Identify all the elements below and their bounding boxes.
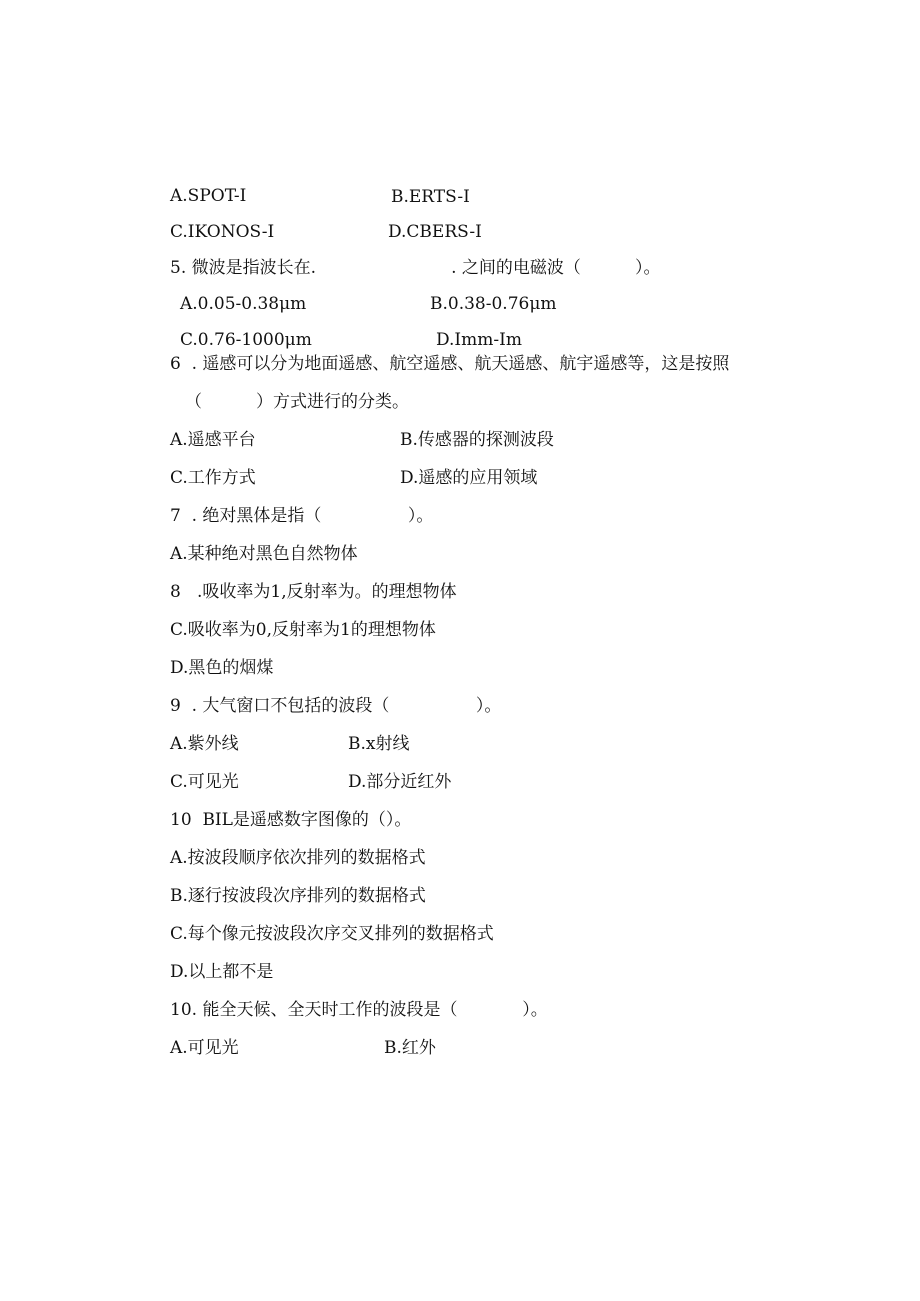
option-9c: C.可见光 bbox=[170, 772, 239, 792]
option-6a: A.遥感平台 bbox=[170, 430, 256, 450]
question-5-stem: 5. 微波是指波长在. . 之间的电磁波（ ）。 bbox=[170, 258, 661, 278]
option-7c: C.吸收率为0,反射率为1的理想物体 bbox=[170, 620, 436, 640]
option-5a: A.0.05-0.38μm bbox=[180, 294, 307, 314]
option-5b: B.0.38-0.76μm bbox=[430, 294, 557, 314]
option-7b: 8 .吸收率为1,反射率为。的理想物体 bbox=[170, 582, 457, 602]
option-5d: D.Imm-Im bbox=[436, 330, 522, 350]
option-10-bil-b: B.逐行按波段次序排列的数据格式 bbox=[170, 886, 426, 906]
option-9b: B.x射线 bbox=[348, 734, 410, 754]
option-9a: A.紫外线 bbox=[170, 734, 239, 754]
option-5c: C.0.76-1000μm bbox=[180, 330, 312, 350]
option-7a: A.某种绝对黑色自然物体 bbox=[170, 544, 358, 564]
option-6d: D.遥感的应用领域 bbox=[400, 468, 538, 488]
option-4d: D.CBERS-I bbox=[388, 222, 482, 242]
question-10-allweather-stem: 10. 能全天候、全天时工作的波段是（ ）。 bbox=[170, 1000, 548, 1020]
option-10-allweather-b: B.红外 bbox=[384, 1038, 436, 1058]
question-10-bil-stem: 10 BIL是遥感数字图像的（）。 bbox=[170, 810, 412, 830]
option-10-allweather-a: A.可见光 bbox=[170, 1038, 239, 1058]
option-4c: C.IKONOS-I bbox=[170, 222, 275, 242]
option-7d: D.黑色的烟煤 bbox=[170, 658, 274, 678]
option-9d: D.部分近红外 bbox=[348, 772, 452, 792]
option-6b: B.传感器的探测波段 bbox=[400, 430, 554, 450]
option-10-bil-d: D.以上都不是 bbox=[170, 962, 274, 982]
question-9-stem: 9 . 大气窗口不包括的波段（ ）。 bbox=[170, 696, 502, 716]
question-6-stem: 6 . 遥感可以分为地面遥感、航空遥感、航天遥感、航宇遥感等，这是按照 bbox=[170, 354, 730, 374]
option-4b: B.ERTS-I bbox=[391, 187, 470, 207]
question-7-stem: 7 . 绝对黑体是指（ ）。 bbox=[170, 506, 434, 526]
option-10-bil-a: A.按波段顺序依次排列的数据格式 bbox=[170, 848, 426, 868]
option-6c: C.工作方式 bbox=[170, 468, 256, 488]
option-4a: A.SPOT-I bbox=[170, 186, 247, 206]
question-6-stem-cont: （ ）方式进行的分类。 bbox=[185, 392, 410, 412]
option-10-bil-c: C.每个像元按波段次序交叉排列的数据格式 bbox=[170, 924, 494, 944]
